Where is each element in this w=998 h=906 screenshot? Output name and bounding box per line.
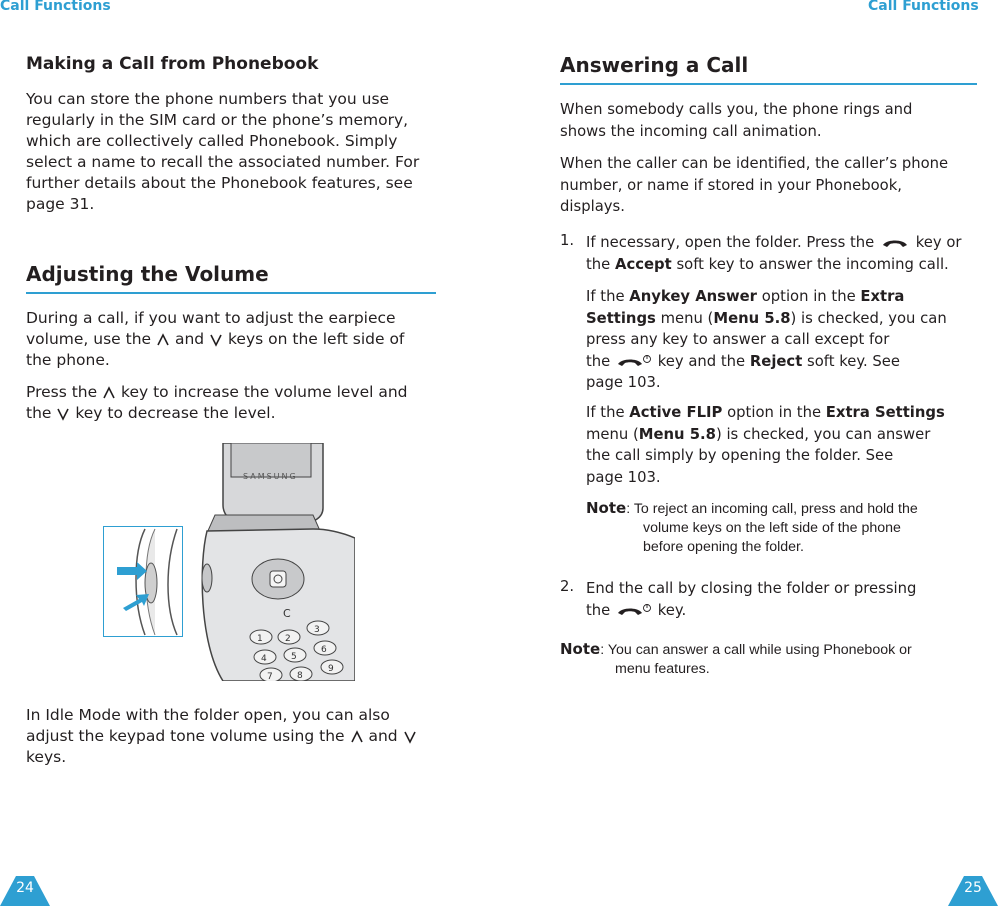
phone-illustration [103,443,355,681]
text-line: ) is checked, you can [790,309,947,327]
text-line: You can store the phone numbers that you use [26,90,390,108]
text-line: If necessary, open the folder. Press the [586,234,875,251]
paragraph-keypad-tone [26,705,417,768]
paragraph-caller-id [560,153,948,218]
text-line: volume, use the [26,330,152,348]
paragraph-incoming-call [560,99,912,142]
text-line: page 31. [26,195,95,213]
step-1-anykey [586,286,947,394]
text-line: menu features. [615,661,710,677]
page-number-left: 24 [16,880,34,896]
step-1-note [586,499,918,557]
option-active-flip: Active FLIP [629,404,723,421]
running-head-left: Call Functions [0,0,111,14]
text-line: shows the incoming call animation. [560,122,822,140]
keypad-key-9: 9 [328,664,334,674]
step-1-active-flip [586,402,945,488]
text-line: soft key. See [807,352,901,370]
text-line: ) is checked, you can answer [715,425,931,443]
keypad-key-3: 3 [314,625,320,635]
text-line: key to increase the volume level and [121,383,408,401]
accept-soft-key-label: Accept [615,255,672,273]
text-line: End the call by closing the folder or pressing [586,580,917,597]
text-line: which are collectively called Phonebook. Simply [26,132,398,150]
text-line: If the [586,288,625,305]
send-key-icon [879,236,911,250]
menu-number: Menu 5.8 [638,425,716,443]
step-number-1: 1. [560,232,575,249]
keypad-key-7: 7 [267,672,273,681]
text-line: option in the [761,288,856,305]
step-2-text [586,578,916,621]
right-page [560,0,980,906]
step-number-2: 2. [560,578,575,595]
text-line: page 103. [586,374,661,391]
text-line: Press the [26,383,98,401]
phone-brand-label: SAMSUNG [243,472,298,481]
paragraph-volume-keys [26,382,408,424]
text-line: the call simply by opening the folder. See [586,447,894,464]
volume-down-key-icon [56,407,70,421]
keypad-key-2: 2 [285,634,291,644]
paragraph-phonebook [26,89,419,215]
nav-center-key [270,571,286,587]
text-line: and [368,727,398,745]
text-line: the [586,255,611,273]
section-title-adjust-volume: Adjusting the Volume [26,262,436,294]
text-line: the [586,601,611,619]
clear-key-label: C [283,607,291,620]
text-line: adjust the keypad tone volume using the [26,727,345,745]
text-line: number, or name if stored in your Phonebook, [560,176,902,194]
text-line: soft key to answer the incoming call. [676,255,949,273]
menu-number: Menu 5.8 [713,309,791,327]
text-line: volume keys on the left side of the phone [643,520,901,536]
text-line: key. [657,601,687,619]
volume-down-key-icon [209,333,223,347]
keypad-key-8: 8 [297,671,303,681]
note-label: Note [586,499,627,517]
keypad-key-4: 4 [261,654,267,664]
note-label: Note [560,640,601,658]
keypad-key-6: 6 [321,645,327,655]
text-line: When somebody calls you, the phone rings and [560,101,913,118]
text-line: press any key to answer a call except for [586,331,890,348]
text-line: the [26,404,52,422]
keypad-key-5: 5 [291,652,297,662]
page-number-right: 25 [964,880,982,896]
text-line: option in the [727,404,822,421]
text-line: the phone. [26,351,110,369]
end-power-key-icon [615,603,653,619]
text-line: keys. [26,748,67,766]
text-line: When the caller can be identified, the caller’s phone [560,155,949,172]
text-line: regularly in the SIM card or the phone’s memory, [26,111,409,129]
text-line: In Idle Mode with the folder open, you can also [26,706,390,724]
text-line: select a name to recall the associated number. For [26,153,420,171]
volume-up-key-icon [156,333,170,347]
page-note [560,640,912,679]
text-line: before opening the folder. [643,539,804,555]
text-line: and [174,330,205,348]
section-title-phonebook-call: Making a Call from Phonebook [26,54,319,74]
volume-down-key-icon [403,730,417,744]
reject-soft-key-label: Reject [749,352,803,370]
paragraph-volume-during-call [26,308,404,371]
running-head-right: Call Functions [868,0,979,14]
keypad-key-1: 1 [257,634,263,644]
menu-extra-settings: Extra Settings [825,404,945,421]
text-line: keys on the left side of [228,330,405,348]
text-line: further details about the Phonebook features, see [26,174,413,192]
text-line: : To reject an incoming call, press and hold the [626,501,918,517]
text-line: key or [915,234,962,251]
phone-drawing [103,443,355,681]
section-title-answering-call: Answering a Call [560,53,977,85]
menu-extra-label: Extra [860,288,905,305]
text-line: menu ( [660,309,714,327]
volume-up-key-icon [350,730,364,744]
option-anykey-answer: Anykey Answer [629,288,757,305]
text-line: menu ( [586,425,639,443]
text-line: key and the [657,352,746,370]
inset-frame [104,527,183,637]
phone-body [202,529,355,681]
text-line: page 103. [586,468,661,486]
step-1-text [586,232,961,275]
end-power-key-icon [615,354,653,370]
phone-side-key [202,564,212,592]
text-line: key to decrease the level. [75,404,276,422]
text-line: the [586,352,611,370]
text-line: : You can answer a call while using Phonebook or [600,642,912,658]
volume-up-key-icon [102,386,116,400]
text-line: If the [586,404,625,421]
text-line: During a call, if you want to adjust the earpiece [26,309,396,327]
text-line: displays. [560,198,625,215]
menu-settings-label: Settings [586,309,656,327]
